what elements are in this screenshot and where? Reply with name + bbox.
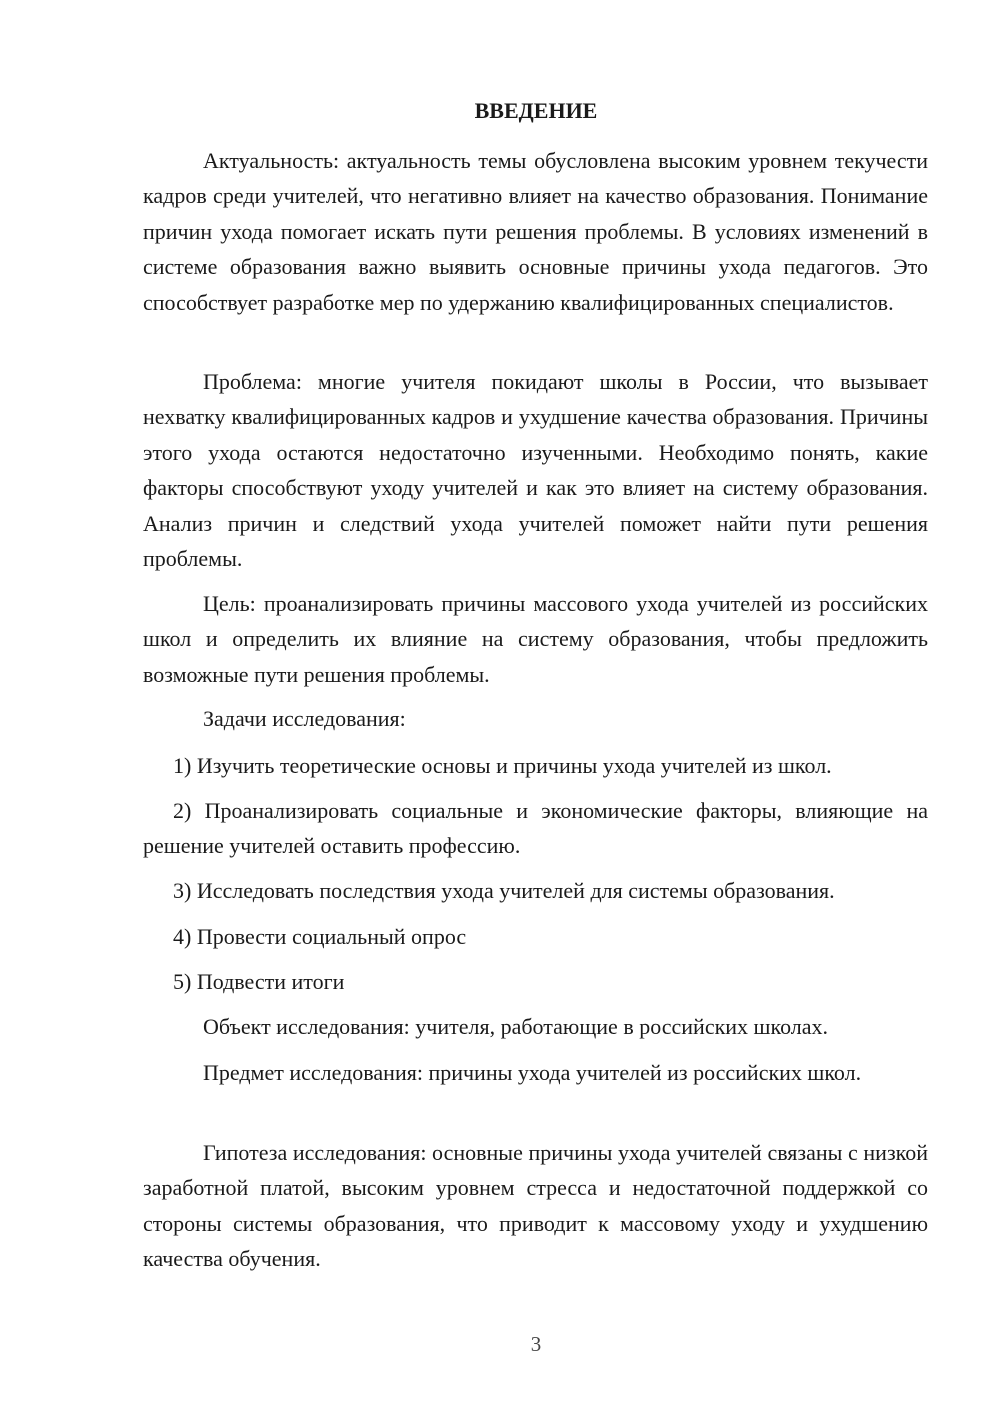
task-item-4: 4) Провести социальный опрос <box>173 924 467 949</box>
page-number: 3 <box>530 1332 542 1356</box>
paragraph-problem: Проблема: многие учителя покидают школы в России, что вызывает нехватку квалифицированных кадров и ухудшение качества образования. Причины этого ухода остаются недостаточно изученными. Необходимо понять, какие факторы способствуют уходу учителей и как это влияет на систему образования. Анализ причин и следствий ухода учителей поможет найти пути решения проблемы. <box>143 369 928 572</box>
paragraph-tasks-heading: Задачи исследования: <box>203 706 406 731</box>
paragraph-subject: Предмет исследования: причины ухода учителей из российских школ. <box>203 1060 862 1085</box>
paragraph-goal: Цель: проанализировать причины массового ухода учителей из российских школ и определить их влияние на систему образования, чтобы предложить возможные пути решения проблемы. <box>143 591 928 687</box>
page-title: ВВЕДЕНИЕ <box>474 98 598 123</box>
paragraph-hypothesis: Гипотеза исследования: основные причины ухода учителей связаны с низкой заработной платой, высоким уровнем стресса и недостаточной поддержкой со стороны системы образования, что приводит к массовому уходу и ухудшению качества обучения. <box>143 1140 928 1272</box>
task-item-2: 2) Проанализировать социальные и экономические факторы, влияющие на решение учителей оставить профессию. <box>143 798 928 859</box>
task-item-1: 1) Изучить теоретические основы и причины ухода учителей из школ. <box>173 753 832 778</box>
paragraph-relevance: Актуальность: актуальность темы обусловлена высоким уровнем текучести кадров среди учителей, что негативно влияет на качество образования. Понимание причин ухода помогает искать пути решения проблемы. В условиях изменений в системе образования важно выявить основные причины ухода педагогов. Это способствует разработке мер по удержанию квалифицированных специалистов. <box>143 148 928 315</box>
task-item-3: 3) Исследовать последствия ухода учителей для системы образования. <box>173 878 835 903</box>
task-item-5: 5) Подвести итоги <box>173 969 345 994</box>
paragraph-object: Объект исследования: учителя, работающие в российских школах. <box>203 1014 829 1039</box>
